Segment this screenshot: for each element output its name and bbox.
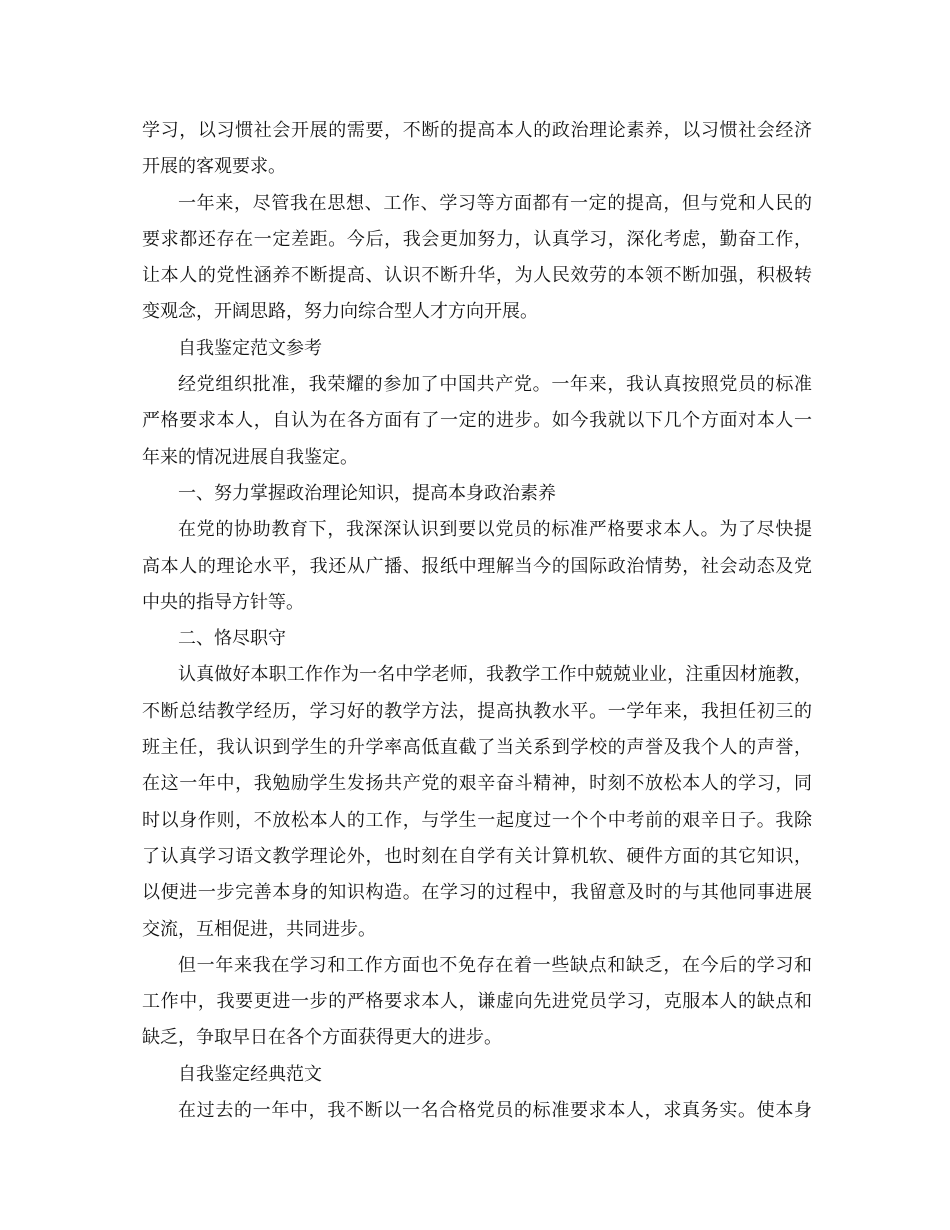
- text-line: 认真做好本职工作作为一名中学老师，我教学工作中兢兢业业，注重因材施教，: [178, 664, 812, 686]
- text-line: 缺乏，争取早日在各个方面获得更大的进步。: [142, 1027, 502, 1049]
- text-line: 了认真学习语文教学理论外，也时刻在自学有关计算机软、硬件方面的其它知识，: [142, 845, 812, 867]
- text-line: 年来的情况进展自我鉴定。: [142, 446, 358, 468]
- text-line: 班主任，我认识到学生的升学率高低直截了当关系到学校的声誉及我个人的声誉，: [142, 737, 812, 759]
- text-line: 二、恪尽职守: [178, 628, 286, 650]
- text-line: 高本人的理论水平，我还从广播、报纸中理解当今的国际政治情势，社会动态及党: [142, 555, 812, 577]
- text-line: 一、努力掌握政治理论知识，提高本身政治素养: [178, 482, 556, 504]
- text-line: 让本人的党性涵养不断提高、认识不断升华，为人民效劳的本领不断加强，积极转: [142, 265, 812, 287]
- text-line: 开展的客观要求。: [142, 156, 286, 178]
- text-line: 中央的指导方针等。: [142, 591, 304, 613]
- text-line: 严格要求本人，自认为在各方面有了一定的进步。如今我就以下几个方面对本人一: [142, 410, 812, 432]
- text-line: 要求都还存在一定差距。今后，我会更加努力，认真学习，深化考虑，勤奋工作，: [142, 228, 812, 250]
- text-line: 在这一年中，我勉励学生发扬共产党的艰辛奋斗精神，时刻不放松本人的学习，同: [142, 773, 812, 795]
- text-line: 在过去的一年中，我不断以一名合格党员的标准要求本人，求真务实。使本身: [178, 1100, 812, 1122]
- text-line: 但一年来我在学习和工作方面也不免存在着一些缺点和缺乏，在今后的学习和: [178, 954, 812, 976]
- text-line: 变观念，开阔思路，努力向综合型人才方向开展。: [142, 301, 538, 323]
- text-line: 自我鉴定经典范文: [178, 1063, 322, 1085]
- text-line: 一年来，尽管我在思想、工作、学习等方面都有一定的提高，但与党和人民的: [178, 192, 812, 214]
- text-line: 时以身作则，不放松本人的工作，与学生一起度过一个个中考前的艰辛日子。我除: [142, 809, 812, 831]
- text-line: 在党的协助教育下，我深深认识到要以党员的标准严格要求本人。为了尽快提: [178, 519, 812, 541]
- text-line: 不断总结教学经历，学习好的教学方法，提高执教水平。一学年来，我担任初三的: [142, 700, 812, 722]
- text-line: 交流，互相促进，共同进步。: [142, 918, 376, 940]
- text-line: 自我鉴定范文参考: [178, 337, 322, 359]
- text-line: 以便进一步完善本身的知识构造。在学习的过程中，我留意及时的与其他同事进展: [142, 882, 812, 904]
- document-body: [142, 113, 812, 1129]
- text-line: 学习，以习惯社会开展的需要，不断的提高本人的政治理论素养，以习惯社会经济: [142, 120, 812, 141]
- text-line: 工作中，我要更进一步的严格要求本人，谦虚向先进党员学习，克服本人的缺点和: [142, 991, 812, 1013]
- text-line: 经党组织批准，我荣耀的参加了中国共产党。一年来，我认真按照党员的标准: [178, 374, 812, 396]
